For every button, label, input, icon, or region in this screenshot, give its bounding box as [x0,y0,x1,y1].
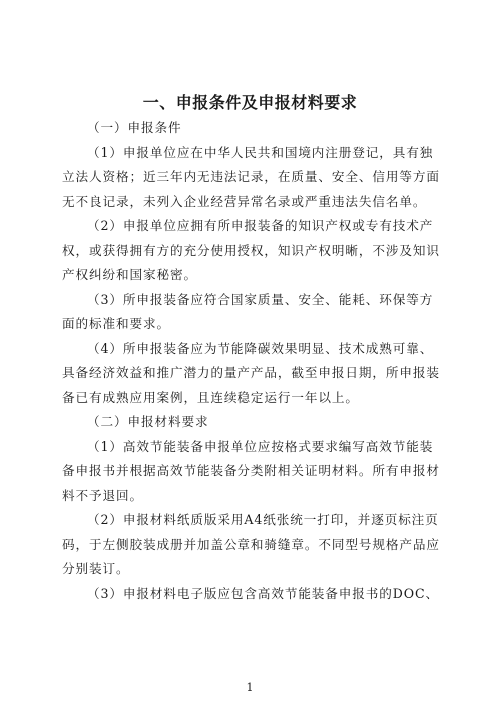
body-text [62,116,442,606]
section-title: 一、申报条件及申报材料要求 [142,93,358,112]
text-line: （1）高效节能装备申报单位应按格式要求编写高效节能装 [87,438,434,454]
text-line: 无不良记录，未列入企业经营异常名录或严重违法失信名单。 [62,193,427,209]
text-line: 码，于左侧胶装成册并加盖公章和骑缝章。不同型号规格产品应 [62,536,440,552]
text-line: （2）申报单位应拥有所申报装备的知识产权或专有技术产 [87,218,434,233]
page-number: 1 [246,681,254,694]
text-line: 料不予退回。 [62,487,143,503]
text-line: 分别装订。 [62,561,130,576]
text-line: 权，或获得拥有方的充分使用授权，知识产权明晰，不涉及知识 [62,242,440,258]
text-line: 产权纠纷和国家秘密。 [62,267,197,282]
text-line: 备申报书并根据高效节能装备分类附相关证明材料。所有申报材 [62,463,440,478]
text-line: （2）申报材料纸质版采用A4纸张统一打印，并逐页标注页 [87,512,439,527]
text-line: （一）申报条件 [87,120,182,135]
text-line: （1）申报单位应在中华人民共和国境内注册登记，具有独 [87,144,434,160]
text-line: （4）所申报装备应为节能降碳效果明显、技术成熟可靠、 [87,340,434,356]
text-line: 面的标准和要求。 [62,316,170,331]
text-line: （二）申报材料要求 [87,414,209,429]
text-line: （3）申报材料电子版应包含高效节能装备申报书的DOC、 [87,585,440,601]
text-line: 具备经济效益和推广潜力的量产产品，截至申报日期，所申报装 [62,365,440,380]
text-line: （3）所申报装备应符合国家质量、安全、能耗、环保等方 [87,291,434,307]
text-line: 备已有成熟应用案例，且连续稳定运行一年以上。 [62,389,359,405]
text-line: 立法人资格；近三年内无违法记录，在质量、安全、信用等方面 [62,169,440,184]
